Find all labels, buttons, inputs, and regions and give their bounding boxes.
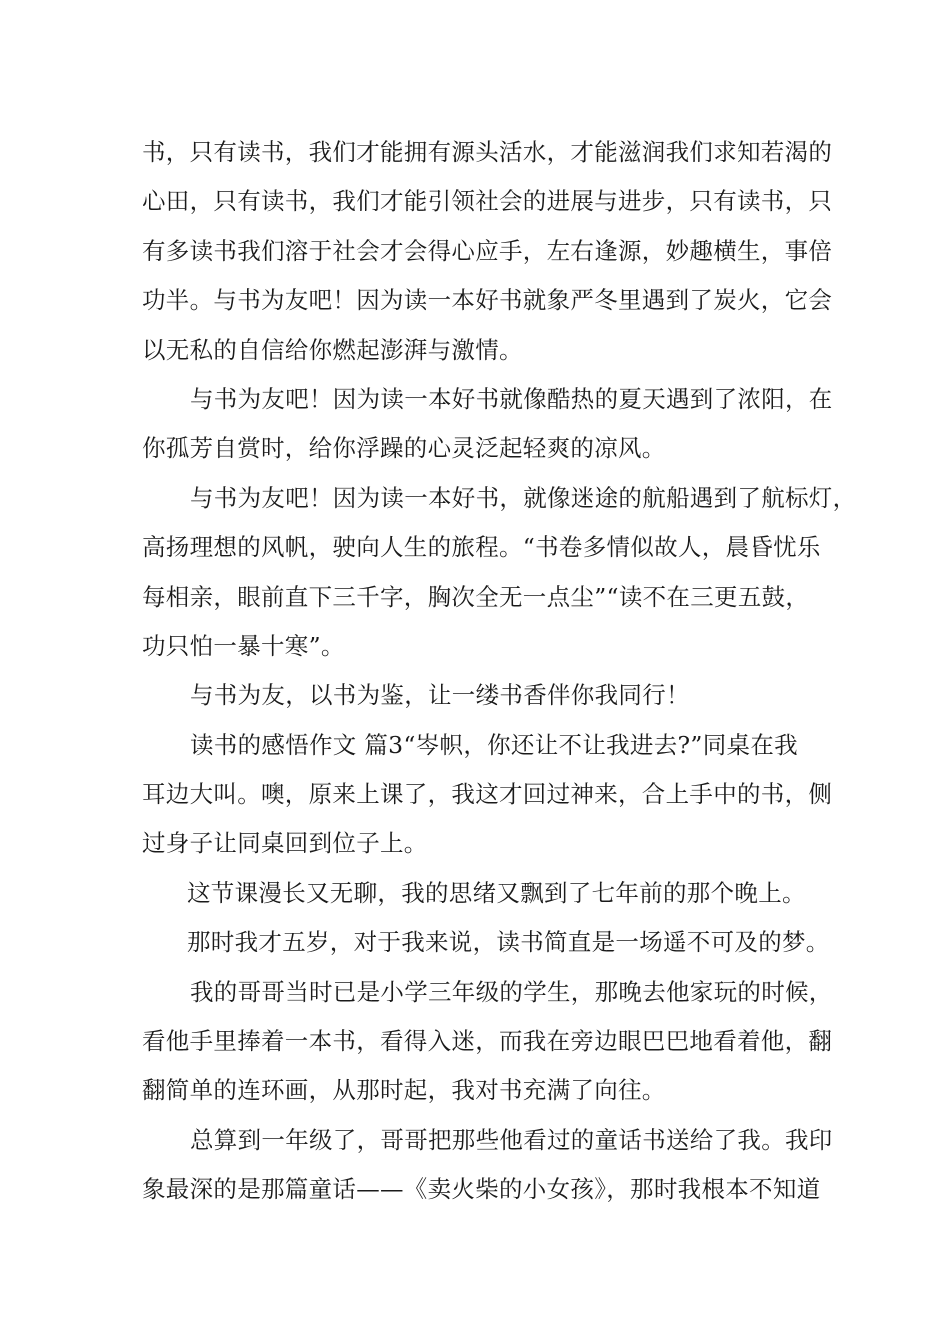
text-line: 过身子让同桌回到位子上。 <box>142 829 428 858</box>
section-heading-line: 读书的感悟作文 篇3“岑帜，你还让不让我进去?”同桌在我 <box>190 730 798 759</box>
text-line: 书，只有读书，我们才能拥有源头活水，才能滋润我们求知若渴的 <box>142 138 833 166</box>
essay-body <box>142 128 857 1215</box>
text-line: 高扬理想的风帆，驶向人生的旅程。“书卷多情似故人，晨昏忧乐 <box>142 533 821 562</box>
paragraph-first-line: 总算到一年级了，哥哥把那些他看过的童话书送给了我。我印 <box>190 1125 833 1154</box>
paragraph-first-line: 与书为友吧！因为读一本好书就像酷热的夏天遇到了浓阳，在 <box>190 384 833 413</box>
paragraph-first-line: 那时我才五岁，对于我来说，读书简直是一场遥不可及的梦。 <box>187 928 830 957</box>
text-line: 功只怕一暴十寒”。 <box>142 631 345 660</box>
paragraph-first-line: 我的哥哥当时已是小学三年级的学生，那晚去他家玩的时候， <box>190 977 833 1006</box>
text-line: 象最深的是那篇童话——《卖火柴的小女孩》，那时我根本不知道 <box>142 1175 821 1204</box>
text-line: 有多读书我们溶于社会才会得心应手，左右逢源，妙趣横生，事倍 <box>142 236 833 265</box>
text-line: 看他手里捧着一本书，看得入迷，而我在旁边眼巴巴地看着他，翻 <box>142 1027 833 1056</box>
text-line: 每相亲，眼前直下三千字，胸次全无一点尘”“读不在三更五鼓， <box>142 582 810 611</box>
text-line: 你孤芳自赏时，给你浮躁的心灵泛起轻爽的凉风。 <box>142 434 666 463</box>
text-line: 以无私的自信给你燃起澎湃与激情。 <box>142 335 523 364</box>
paragraph-first-line: 与书为友，以书为鉴，让一缕书香伴你我同行！ <box>190 681 690 710</box>
text-line: 心田，只有读书，我们才能引领社会的进展与进步，只有读书，只 <box>142 187 833 216</box>
paragraph-first-line: 与书为友吧！因为读一本好书，就像迷途的航船遇到了航标灯， <box>190 483 857 512</box>
text-line: 翻简单的连环画，从那时起，我对书充满了向往。 <box>142 1076 666 1105</box>
text-line: 功半。与书为友吧！因为读一本好书就象严冬里遇到了炭火，它会 <box>142 286 833 315</box>
paragraph-first-line: 这节课漫长又无聊，我的思绪又飘到了七年前的那个晚上。 <box>187 878 806 907</box>
text-line: 耳边大叫。噢，原来上课了，我这才回过神来，合上手中的书，侧 <box>142 780 833 809</box>
